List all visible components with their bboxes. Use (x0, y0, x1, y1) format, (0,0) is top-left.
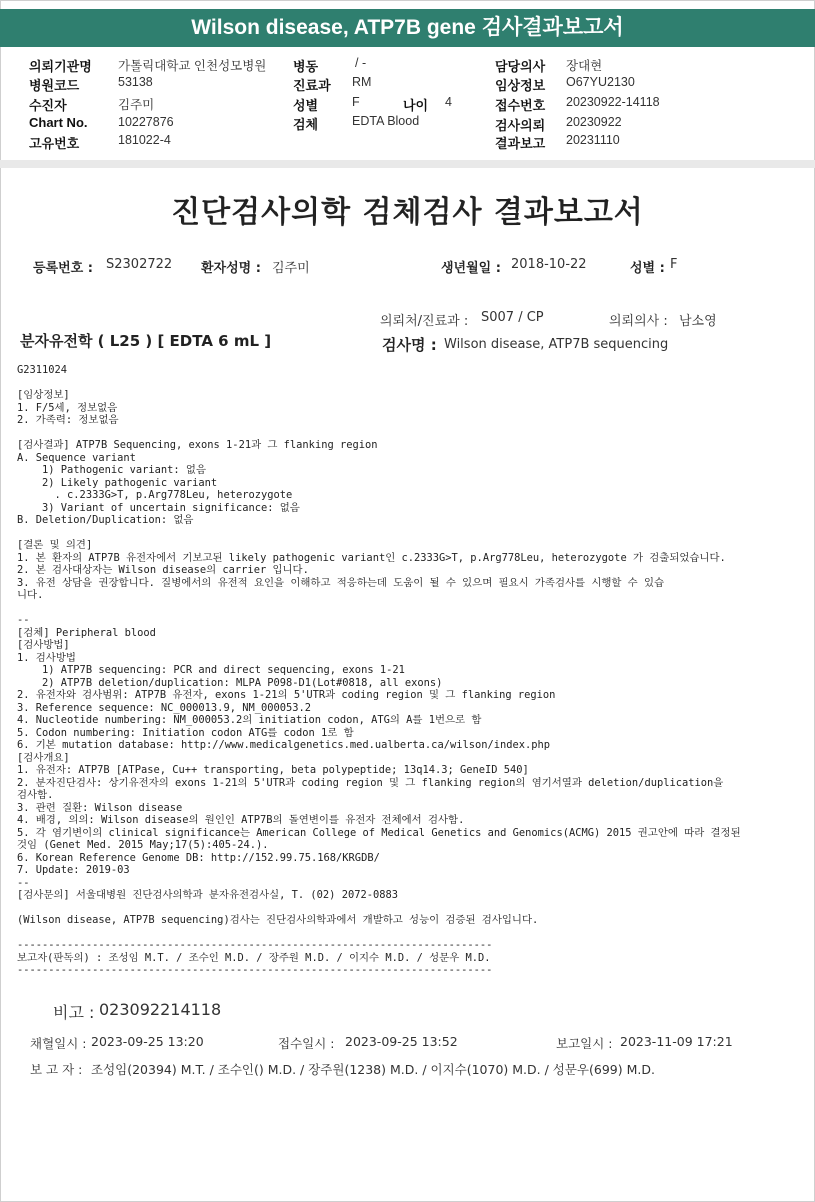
dept-label: 의뢰처/진료과 : (380, 314, 469, 329)
report-body-line: 2. 가족력: 정보없음 (17, 414, 119, 426)
header-value-specimen: EDTA Blood (352, 114, 420, 128)
report-body-line: 검사함. (17, 789, 54, 801)
patient-name-value: 김주미 (272, 261, 310, 276)
collection-time-label: 채혈일시 : (30, 1036, 87, 1051)
header-label-institution: 의뢰기관명 (29, 59, 92, 74)
report-body-line: 3. 관련 질환: Wilson disease (17, 801, 183, 814)
report-body-line: 1. F/5세, 정보없음 (17, 401, 118, 414)
report-body-line: 보고자(판독의) : 조성임 M.T. / 조수인 M.D. / 장주원 M.D. / 이지수 M.D. / 성문우 M.D. (17, 951, 491, 964)
report-body-line (17, 427, 741, 440)
report-body-line (17, 927, 741, 940)
report-body-line (17, 902, 741, 915)
report-body-line: [결론 및 의견] (17, 539, 93, 551)
header-value-age: 4 (445, 95, 452, 109)
report-body (17, 389, 741, 977)
header-label-ward: 병동 (293, 59, 319, 74)
header-value-accession-no: 20230922-14118 (566, 95, 660, 109)
test-name-value: Wilson disease, ATP7B sequencing (444, 337, 669, 352)
header-separator (0, 160, 815, 168)
report-title: 진단검사의학 검체검사 결과보고서 (171, 195, 644, 230)
header-value-sex: F (352, 95, 360, 109)
report-body-line: 4. Nucleotide numbering: NM_000053.2의 initiation codon, ATG의 A를 1번으로 함 (17, 714, 482, 726)
report-body-line: 1. 유전자: ATP7B [ATPase, Cu++ transporting, beta polypeptide; 13q14.3; GeneID 540] (17, 764, 529, 776)
receipt-time-value: 2023-09-25 13:52 (345, 1034, 458, 1049)
report-body-line: 6. 기본 mutation database: http://www.medicalgenetics.med.ualberta.ca/wilson/index.php (17, 739, 551, 751)
report-body-line: ---------------------------------------------------------------------------- (17, 964, 493, 976)
reporter-value: 조성임(20394) M.T. / 조수인() M.D. / 장주원(1238) M.D. / 이지수(1070) M.D. / 성문우(699) M.D. (91, 1062, 655, 1077)
report-body-line: 2. 본 검사대상자는 Wilson disease의 carrier 입니다. (17, 564, 309, 576)
report-body-line (17, 602, 741, 615)
remark-label: 비고 : (53, 1003, 95, 1022)
header-value-clinical-info: O67YU2130 (566, 75, 635, 89)
header-label-department: 진료과 (293, 78, 331, 93)
report-body-line: 것임 (Genet Med. 2015 May;17(5):405-24.). (17, 839, 269, 851)
report-body-line: -- (17, 614, 30, 626)
report-body-line: 1) ATP7B sequencing: PCR and direct sequencing, exons 1-21 (17, 664, 405, 676)
report-body-line: 2. 유전자와 검사범위: ATP7B 유전자, exons 1-21의 5'UTR과 coding region 및 그 flanking region (17, 689, 556, 701)
reporter-label: 보 고 자 : (30, 1062, 83, 1077)
report-body-line: 3. Reference sequence: NC_000013.9, NM_000053.2 (17, 701, 312, 714)
report-time-label: 보고일시 : (556, 1036, 613, 1051)
header-label-report-date: 결과보고 (495, 136, 546, 151)
doctor-label: 의뢰의사 : (609, 314, 668, 329)
report-body-line: 3) Variant of uncertain significance: 없음 (17, 501, 300, 514)
sex-label: 성별 : (630, 261, 665, 276)
report-body-line: 1) Pathogenic variant: 없음 (17, 464, 206, 476)
report-body-line: [임상정보] (17, 389, 70, 401)
test-name-label: 검사명 : (382, 336, 437, 354)
header-label-chart-no: Chart No. (29, 115, 88, 130)
report-body-line: 5. 각 염기변이의 clinical significance는 American College of Medical Genetics and Genomics(ACMG) 2015 권고안에 따라 결정된 (17, 826, 741, 839)
report-body-line: [검사결과] ATP7B Sequencing, exons 1-21과 그 flanking region (17, 439, 378, 451)
header-label-unique-no: 고유번호 (29, 136, 80, 151)
header-label-patient: 수진자 (29, 98, 67, 113)
report-body-line: 2) ATP7B deletion/duplication: MLPA P098-D1(Lot#0818, all exons) (17, 676, 443, 689)
report-body-line: [검체] Peripheral blood (17, 626, 156, 639)
report-body-line: (Wilson disease, ATP7B sequencing)검사는 진단검사의학과에서 개발하고 성능이 검증된 검사입니다. (17, 914, 539, 926)
header-label-sex: 성별 (293, 98, 319, 113)
report-banner-title: Wilson disease, ATP7B gene 검사결과보고서 (0, 9, 815, 47)
header-label-hospital-code: 병원코드 (29, 78, 80, 93)
header-value-patient: 김주미 (118, 98, 155, 112)
dob-value: 2018-10-22 (511, 257, 587, 272)
report-body-line: [검사개요] (17, 751, 70, 764)
report-time-value: 2023-11-09 17:21 (620, 1034, 733, 1049)
report-code: G2311024 (17, 364, 68, 376)
header-value-hospital-code: 53138 (118, 75, 153, 89)
report-body-line (17, 527, 741, 540)
header-label-physician: 담당의사 (495, 59, 546, 74)
remark-value: 023092214118 (99, 1000, 222, 1019)
report-body-line: . c.2333G>T, p.Arg778Leu, heterozygote (17, 489, 293, 501)
doctor-value: 남소영 (679, 314, 717, 329)
report-body-line: [검사문의] 서울대병원 진단검사의학과 분자유전검사실, T. (02) 2072-0883 (17, 889, 398, 901)
sex-value: F (670, 257, 678, 272)
header-value-physician: 장대현 (566, 59, 603, 73)
report-body-line: 7. Update: 2019-03 (17, 864, 130, 876)
header-value-request-date: 20230922 (566, 115, 622, 129)
report-body-line: B. Deletion/Duplication: 없음 (17, 514, 194, 526)
report-body-line: 1. 검사방법 (17, 651, 76, 664)
report-body-line: 니다. (17, 589, 44, 601)
reg-no-label: 등록번호 : (33, 261, 93, 276)
header-value-chart-no: 10227876 (118, 115, 174, 129)
header-label-accession-no: 접수번호 (495, 98, 546, 113)
report-body-line: [검사방법] (17, 639, 70, 651)
header-value-report-date: 20231110 (566, 133, 620, 147)
report-body-line: ---------------------------------------------------------------------------- (17, 939, 493, 951)
header-value-department: RM (352, 75, 372, 89)
report-body-line: 6. Korean Reference Genome DB: http://152.99.75.168/KRGDB/ (17, 851, 380, 864)
reg-no-value: S2302722 (106, 257, 173, 272)
receipt-time-label: 접수일시 : (278, 1036, 335, 1051)
header-value-unique-no: 181022-4 (118, 133, 171, 147)
header-label-specimen: 검체 (293, 117, 319, 132)
header-label-clinical-info: 임상정보 (495, 78, 546, 93)
report-body-line: 1. 본 환자의 ATP7B 유전자에서 기보고된 likely pathogenic variant인 c.2333G>T, p.Arg778Leu, heterozygote 가 검출되었습니다. (17, 551, 726, 564)
report-body-line: 2. 분자진단검사: 상기유전자의 exons 1-21의 5'UTR과 coding region 및 그 flanking region의 염기서열과 deletion/duplication을 (17, 776, 724, 789)
collection-time-value: 2023-09-25 13:20 (91, 1034, 204, 1049)
section-heading: 분자유전학 ( L25 ) [ EDTA 6 mL ] (20, 332, 272, 350)
report-body-line: 5. Codon numbering: Initiation codon ATG를 codon 1로 함 (17, 726, 354, 739)
header-label-age: 나이 (403, 98, 429, 113)
report-body-line: A. Sequence variant (17, 451, 136, 464)
dob-label: 생년월일 : (441, 261, 501, 276)
report-body-line: -- (17, 876, 30, 889)
header-label-request-date: 검사의뢰 (495, 118, 546, 133)
report-body-line: 2) Likely pathogenic variant (17, 476, 218, 489)
report-body-line: 4. 배경, 의의: Wilson disease의 원인인 ATP7B의 돌연변이를 유전자 전체에서 검사함. (17, 814, 465, 826)
header-value-institution: 가톨릭대학교 인천성모병원 (118, 59, 267, 73)
header-value-ward: / - (355, 56, 367, 70)
dept-value: S007 / CP (481, 310, 544, 325)
report-body-line: 3. 유전 상담을 권장합니다. 질병에서의 유전적 요인을 이해하고 적응하는데 도움이 될 수 있으며 필요시 가족검사를 시행할 수 있습 (17, 576, 665, 589)
patient-name-label: 환자성명 : (201, 261, 261, 276)
